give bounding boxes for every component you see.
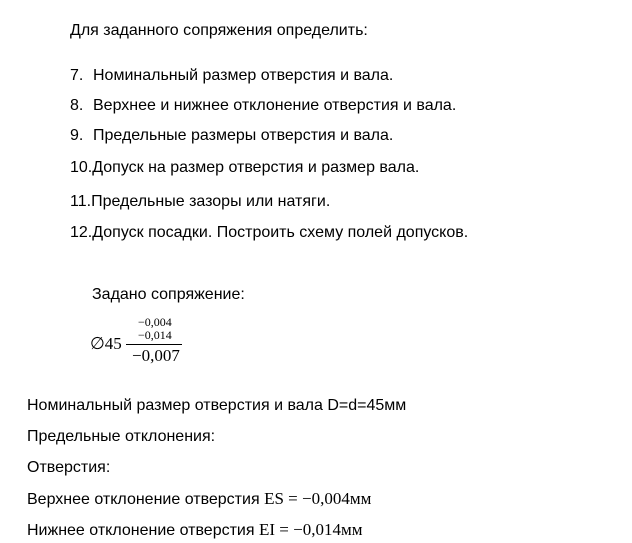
list-item-8 — [70, 97, 456, 115]
lower-deviation-label: Нижнее отклонение отверстия — [27, 522, 255, 539]
hole-heading: Отверстия: — [27, 459, 111, 476]
upper-deviation-label: Верхнее отклонение отверстия — [27, 491, 260, 508]
list-text: Номинальный размер отверстия и вала. — [93, 67, 394, 84]
fraction-line — [126, 344, 182, 345]
list-item-9 — [70, 127, 393, 145]
diameter-symbol: ∅45 — [90, 334, 122, 353]
list-item-10 — [70, 159, 419, 177]
limits-heading: Предельные отклонения: — [27, 428, 216, 445]
list-text: Предельные зазоры или натяги. — [91, 193, 331, 210]
lower-deviation-line — [27, 520, 362, 540]
list-number: 9. — [70, 127, 84, 144]
list-number: 7. — [70, 67, 84, 84]
list-text: Допуск на размер отверстия и размер вала. — [92, 159, 420, 176]
given-label: Задано сопряжение: — [92, 286, 245, 303]
hole-lower-deviation: −0,014 — [138, 328, 172, 342]
list-number: 10. — [70, 159, 93, 176]
list-item-7 — [70, 67, 393, 85]
list-text: Предельные размеры отверстия и вала. — [93, 127, 394, 144]
list-number: 11. — [70, 193, 92, 210]
upper-deviation-line — [27, 489, 371, 509]
upper-deviation-value: ES = −0,004мм — [264, 489, 372, 508]
list-number: 8. — [70, 97, 84, 114]
list-item-12 — [70, 224, 468, 242]
nominal-size-text: Номинальный размер отверстия и вала D=d=45мм — [27, 397, 407, 414]
list-number: 12. — [70, 224, 93, 241]
list-text: Верхнее и нижнее отклонение отверстия и вала. — [93, 97, 457, 114]
fit-formula — [90, 316, 200, 372]
lower-deviation-value: EI = −0,014мм — [258, 520, 363, 539]
hole-upper-deviation: −0,004 — [138, 315, 172, 329]
list-item-11 — [70, 193, 330, 211]
intro-text: Для заданного сопряжения определить: — [70, 22, 368, 39]
list-text: Допуск посадки. Построить схему полей допусков. — [92, 224, 469, 241]
shaft-deviation: −0,007 — [132, 346, 180, 365]
